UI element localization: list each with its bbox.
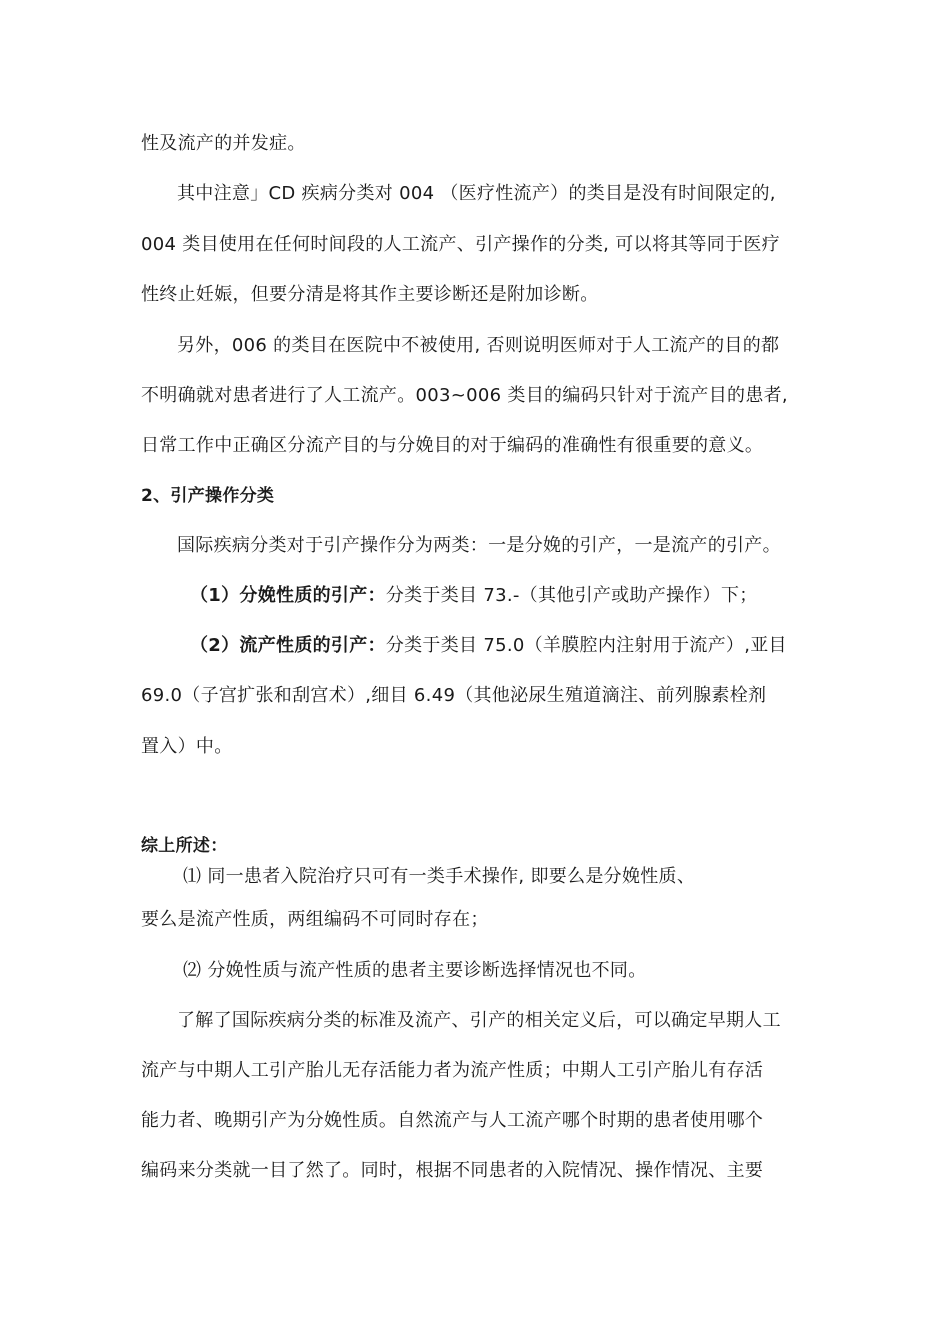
section-heading: 2、引产操作分类 [141, 486, 275, 506]
section-intro: 国际疾病分类对于引产操作分为两类：一是分娩的引产，一是流产的引产。 [177, 535, 781, 556]
paragraph-line: 日常工作中正确区分流产目的与分娩目的对于编码的准确性有很重要的意义。 [141, 435, 764, 456]
summary-item: ⑵ 分娩性质与流产性质的患者主要诊断选择情况也不同。 [183, 960, 647, 981]
item-label: （2）流产性质的引产： [190, 635, 386, 656]
item-text: 分类于类目 75.0（羊膜腔内注射用于流产）,亚目 [385, 635, 787, 656]
paragraph-line: 要么是流产性质，两组编码不可同时存在； [141, 909, 489, 930]
paragraph-line: 能力者、晚期引产为分娩性质。自然流产与人工流产哪个时期的患者使用哪个 [141, 1110, 764, 1131]
paragraph-line: 编码来分类就一目了然了。同时，根据不同患者的入院情况、操作情况、主要 [141, 1160, 764, 1181]
list-item [190, 633, 787, 659]
item-text: 分类于类目 73.-（其他引产或助产操作）下； [385, 585, 758, 606]
paragraph-line: 其中注意」CD 疾病分类对 004 （医疗性流产）的类目是没有时间限定的, [177, 183, 776, 204]
list-item [190, 583, 758, 609]
paragraph-line: 性及流产的并发症。 [141, 133, 306, 154]
paragraph-line: 69.0（子宫扩张和刮宫术）,细目 6.49（其他泌尿生殖道滴注、前列腺素栓剂 [141, 685, 767, 706]
item-label: （1）分娩性质的引产： [190, 585, 386, 606]
paragraph-line: 了解了国际疾病分类的标准及流产、引产的相关定义后，可以确定早期人工 [177, 1010, 781, 1031]
paragraph-line: 另外，006 的类目在医院中不被使用, 否则说明医师对于人工流产的目的都 [177, 335, 780, 356]
paragraph-line: 流产与中期人工引产胎儿无存活能力者为流产性质；中期人工引产胎儿有存活 [141, 1060, 764, 1081]
summary-heading: 综上所述： [141, 836, 228, 856]
paragraph-line: 性终止妊娠，但要分清是将其作主要诊断还是附加诊断。 [141, 284, 599, 305]
paragraph-line: 不明确就对患者进行了人工流产。003~006 类目的编码只针对于流产目的患者, [141, 385, 788, 406]
paragraph-line: 004 类目使用在任何时间段的人工流产、引产操作的分类, 可以将其等同于医疗 [141, 234, 780, 255]
summary-item: ⑴ 同一患者入院治疗只可有一类手术操作, 即要么是分娩性质、 [183, 866, 696, 887]
paragraph-line: 置入）中。 [141, 736, 233, 757]
